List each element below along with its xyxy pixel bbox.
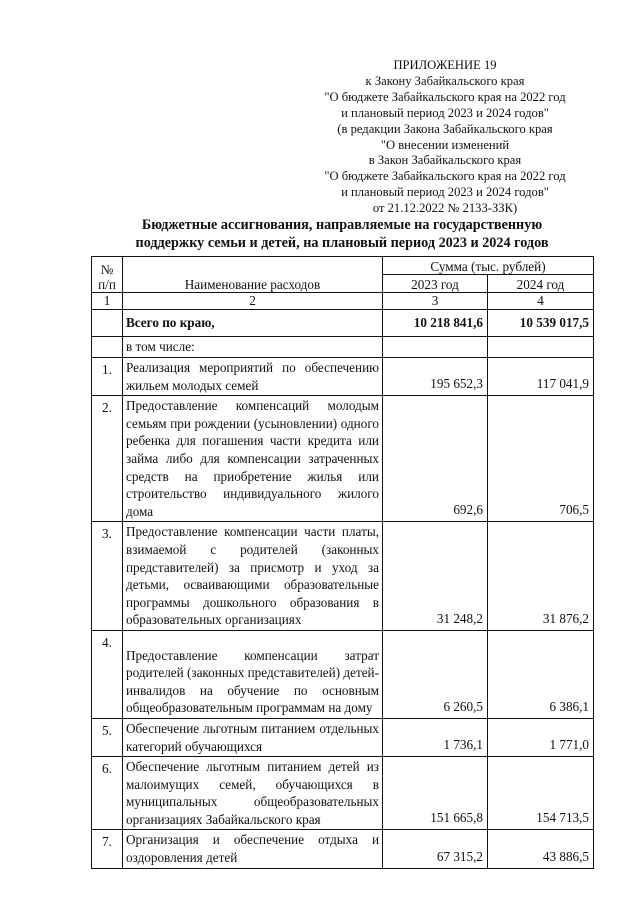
- row-name: Обеспечение льготным питанием отдельных категорий обучающихся: [123, 718, 383, 756]
- row-value-2023: 151 665,8: [383, 757, 488, 830]
- total-2024: 10 539 017,5: [488, 310, 594, 337]
- row-value-2023: 195 652,3: [383, 358, 488, 396]
- row-num: 5.: [92, 718, 123, 756]
- annex-line: "О внесении изменений: [380, 137, 510, 152]
- row-num: 6.: [92, 757, 123, 830]
- column-number: 1: [92, 293, 123, 310]
- row-num: 4.: [92, 630, 123, 718]
- column-numbers-row: [92, 293, 594, 310]
- column-number: 3: [383, 293, 488, 310]
- row-name: Обеспечение льготным питанием детей из малоимущих семей, обучающихся в муниципальных общеобразовательных организациях Забайкальского края: [123, 757, 383, 830]
- annex-line: от 21.12.2022 № 2133-ЗЗК): [372, 201, 518, 216]
- title-line: поддержку семьи и детей, на плановый период 2023 и 2024 годов: [135, 235, 549, 251]
- table-row-including: [92, 337, 594, 358]
- annex-line: и плановый период 2023 и 2024 годов": [341, 105, 549, 120]
- row-num: 3.: [92, 522, 123, 631]
- budget-table: [91, 256, 594, 869]
- row-value-2023: 692,6: [383, 396, 488, 522]
- table-header-row: [92, 257, 594, 275]
- table-row: [92, 757, 594, 830]
- annex-line: к Закону Забайкальского края: [365, 73, 525, 88]
- row-value-2024: 706,5: [488, 396, 594, 522]
- row-num: 7.: [92, 830, 123, 868]
- annex-line: в Закон Забайкальского края: [368, 153, 522, 168]
- row-value-2023: 6 260,5: [383, 630, 488, 718]
- table-row: [92, 718, 594, 756]
- table-row: [92, 522, 594, 631]
- table-row: [92, 630, 594, 718]
- total-2023: 10 218 841,6: [383, 310, 488, 337]
- header-name-cell: Наименование расходов: [123, 257, 383, 293]
- annex-line: "О бюджете Забайкальского края на 2022 год: [324, 89, 566, 104]
- header-num-label: №: [100, 262, 114, 277]
- annex-line: ПРИЛОЖЕНИЕ 19: [393, 58, 497, 72]
- header-num-cell: [92, 257, 123, 293]
- annex-header: [300, 58, 590, 217]
- column-number: 4: [488, 293, 594, 310]
- row-value-2024: 154 713,5: [488, 757, 594, 830]
- row-name: Предоставление компенсации части платы, взимаемой с родителей (законных представителей) за присмотр и уход за детьми, осваивающими образовательные программы дошкольного образования в образовательных организациях: [123, 522, 383, 631]
- row-value-2024: 43 886,5: [488, 830, 594, 868]
- row-value-2024: 31 876,2: [488, 522, 594, 631]
- row-name: Реализация мероприятий по обеспечению жильем молодых семей: [123, 358, 383, 396]
- annex-line: и плановый период 2023 и 2024 годов": [341, 185, 549, 200]
- table-row-total: [92, 310, 594, 337]
- row-value-2023: 1 736,1: [383, 718, 488, 756]
- row-name: Предоставление компенсаций молодым семьям при рождении (усыновлении) одного ребенка для погашения части кредита или займа либо для компенсации затраченных средств на приобретение жилья или строительство индивидуального жилого дома: [123, 396, 383, 522]
- total-label: Всего по краю,: [123, 310, 383, 337]
- row-name: Предоставление компенсации затрат родителей (законных представителей) детей-инвалидов на обучение по основным общеобразовательным программам на дому: [123, 630, 383, 718]
- row-value-2024: 117 041,9: [488, 358, 594, 396]
- row-value-2024: 6 386,1: [488, 630, 594, 718]
- header-sum-cell: Сумма (тыс. рублей): [383, 257, 594, 275]
- row-value-2023: [383, 337, 488, 358]
- document-title: [92, 216, 592, 252]
- table-row: [92, 358, 594, 396]
- header-num-sublabel: п/п: [98, 277, 116, 292]
- row-num: 1.: [92, 358, 123, 396]
- header-2024-cell: 2024 год: [488, 275, 594, 293]
- row-num: [92, 337, 123, 358]
- row-num: 2.: [92, 396, 123, 522]
- title-line: Бюджетные ассигнования, направляемые на государственную: [141, 217, 543, 233]
- column-number: 2: [123, 293, 383, 310]
- row-num: [92, 310, 123, 337]
- including-label: в том числе:: [123, 337, 383, 358]
- row-name: Организация и обеспечение отдыха и оздоровления детей: [123, 830, 383, 868]
- row-value-2023: 31 248,2: [383, 522, 488, 631]
- annex-line: "О бюджете Забайкальского края на 2022 год: [324, 169, 566, 184]
- header-2023-cell: 2023 год: [383, 275, 488, 293]
- table-row: [92, 396, 594, 522]
- row-value-2023: 67 315,2: [383, 830, 488, 868]
- annex-line: (в редакции Закона Забайкальского края: [337, 121, 553, 136]
- table-row: [92, 830, 594, 868]
- row-value-2024: 1 771,0: [488, 718, 594, 756]
- row-value-2024: [488, 337, 594, 358]
